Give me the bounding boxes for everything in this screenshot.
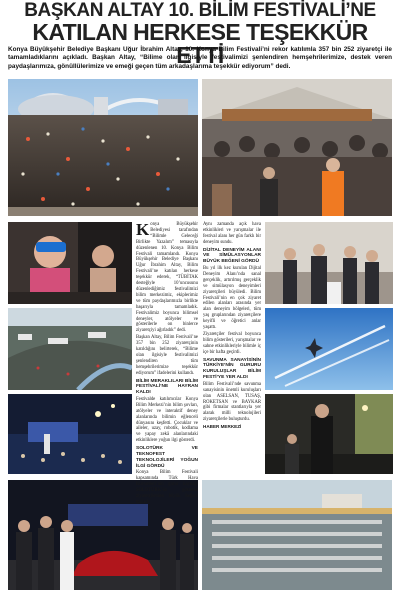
article-paragraph: Konya Bilim Festivali kapsamında Türk Hava Kuvvetleri’nin gurur kaynağı SOLOTÜRK’ün gösterisi ziyaretçilerden büyük beğeni topladı. — [136, 470, 198, 505]
photo-festival-aerial — [8, 308, 132, 390]
article-subheading: SOLOTÜRK VE TEKNOFEST TEKNOLOJİLERİ YOĞUN İLGİ GÖRDÜ — [136, 446, 198, 469]
article-subheading: DİJİTAL DENEYİM ALANI VE SİMÜLASYONLAR BÜYÜK BEĞENİ GÖRDÜ — [203, 247, 261, 265]
article-paragraph: Festivalde katılımcılar Konya Bilim Merkezi’nin bilim şovları, atölyeler ve interaktif deney alanlarında bilimin eğlenceli dünyasını keşfetti. Çocuklar ve aileler, uzay, robotik, kodlama ve yapay zekâ alanlarındaki etkinliklere yoğun ilgi gösterdi. — [136, 396, 198, 444]
photo-soloturk-jets — [265, 308, 393, 390]
photo-child-vr — [8, 222, 132, 304]
article-paragraph: Ziyaretçiler festival boyunca bilim gösterileri, yarışmalar ve sahne etkinlikleriyle bilimle iç içe bir hafta geçirdi. — [203, 331, 261, 355]
headline-line-1: BAŞKAN ALTAY 10. BİLİM FESTİVALİ’NE — [24, 0, 376, 21]
article-subheading: BİLİM MERAKLILARI BİLİM FESTİVALİ’NE HAYRAN KALDI — [136, 378, 198, 396]
photo-officials-indoor — [265, 222, 393, 304]
article-byline: HABER MERKEZİ — [203, 424, 242, 430]
article-paragraph: Bu yıl ilk kez kurulan Dijital Deneyim Alanı’nda sanal gerçeklik, artırılmış gerçeklik ve simülasyon deneyimleri ziyaretçileri büyüledi. Bilim Festivali’nin en çok ziyaret edilen alanları arasında yer alan deneyim bölgeleri, tüm yaş gruplarından ziyaretçilere keyifli ve öğretici anlar yaşattı. — [203, 266, 261, 331]
article-paragraph: Bilim Festivali’nde savunma sanayisinin önemli kuruluşları olan ASELSAN, TUSAŞ, ROKETSAN ve BAYKAR gibi firmalar stantlarıyla yer alarak milli teknolojileri ziyaretçilerle buluşturdu. — [203, 381, 261, 423]
drop-cap: K — [136, 220, 150, 239]
article-column-1 — [136, 222, 198, 507]
article-paragraph: Başkan Altay, Bilim Festivali’ne 357 bin 252 ziyaretçinin katıldığını belirterek, “Bilime olan ilgisiyle festivalimizi şenlendiren tüm hemşehrilerimize teşekkür ediyorum” ifadelerini kullandı. — [136, 335, 198, 376]
photo-night-stage — [8, 394, 132, 474]
article-column-2 — [203, 222, 261, 430]
article-paragraph: Konya Büyükşehir Belediyesi tarafından “Bilimle Geleceği Birlikte Yazalım” temasıyla düzenlenen 10. Konya Bilim Festivali tamamlandı. Konya Büyükşehir Belediye Başkanı Uğur İbrahim Altay, Bilim Festivali’ne katılan herkese teşekkür ederek, “TÜBİTAK desteğiyle 10’uncusunu düzenlediğimiz festivalimizi bilim merkezimiz, ekiplerimiz ve tüm paydaşlarımızla birlikte başarıyla tamamladık. Festivalimiz boyunca bilimsel deneyler, atölyeler ve gösterilerle on binlerce ziyaretçiyi ağırladık” dedi. — [136, 220, 198, 334]
lead-paragraph: Konya Büyükşehir Belediye Başkanı Uğur İbrahim Altay, 10. Konya Bilim Festivali’ni rekor katılımla 357 bin 252 ziyaretçi ile tamamladıklarını açıkladı. Başkan Altay, “Bilime olan ilgisiyle festivalimizi şenlendiren hemşehrilerimize, destek veren paydaşlarımıza, gönüllülerimize ve emeği geçen tüm arkadaşlarıma teşekkür ediyorum” dedi. — [8, 46, 392, 70]
photo-crowd-tent — [202, 79, 392, 216]
photo-speaker-night — [265, 394, 393, 474]
headline-line-2: KATILAN HERKESE TEŞEKKÜR ETTİ — [32, 19, 368, 68]
article-paragraph: Aynı zamanda açık hava etkinlikleri ve yarışmalar ile festival alanı her gün farklı bir deneyim sundu. — [203, 222, 261, 245]
photo-aerial-parking — [202, 480, 392, 590]
photo-festival-dome — [8, 79, 198, 216]
article-subheading: SAVUNMA SANAYİSİNİN TÜRKİYE’NİN GURURU KURULUŞLAR BİLİM FESTİ’YE YER ALDI — [203, 357, 261, 380]
